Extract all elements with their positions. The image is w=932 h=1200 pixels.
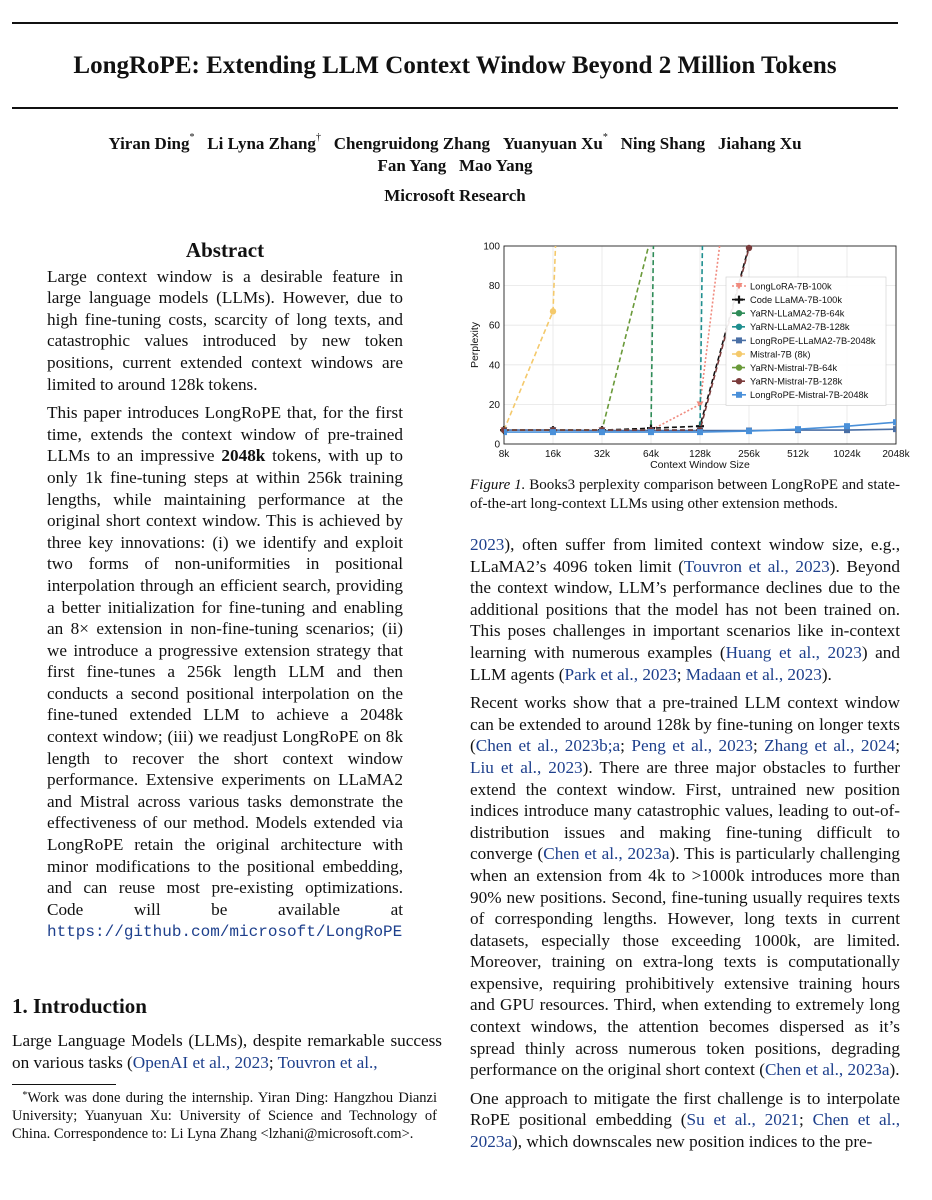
- intro-text: Large Language Models (LLMs), despite remarkable success on various tasks (: [12, 1031, 442, 1072]
- x-tick-label: 64k: [642, 449, 660, 460]
- introduction-paragraph: [12, 1030, 442, 1073]
- intro-paragraph-interpolation: [470, 1088, 900, 1153]
- data-point: [648, 429, 654, 435]
- figure-label: Figure 1.: [470, 477, 526, 493]
- legend-marker: [736, 324, 742, 330]
- x-axis-label: Context Window Size: [650, 459, 750, 471]
- body-text: ;: [752, 736, 765, 756]
- legend-marker: [736, 337, 742, 343]
- author-name: Jiahang Xu: [717, 134, 802, 153]
- intro-paragraph-obstacles: [470, 692, 900, 1081]
- citation-link[interactable]: Touvron et al.,: [277, 1052, 378, 1072]
- y-tick-label: 0: [494, 439, 500, 451]
- series-line: [504, 246, 556, 430]
- legend-marker: [736, 392, 742, 398]
- legend-marker: [736, 351, 742, 357]
- citation-link[interactable]: OpenAI et al., 2023: [132, 1052, 269, 1072]
- citation-link[interactable]: Su et al., 2021: [686, 1110, 799, 1130]
- citation-link[interactable]: Chen et al., 2023a: [543, 844, 670, 864]
- body-text: ).: [889, 1060, 900, 1080]
- series-line: [504, 246, 720, 430]
- y-tick-label: 100: [483, 241, 500, 253]
- citation-link[interactable]: Peng et al., 2023: [631, 736, 753, 756]
- legend-marker: [736, 378, 742, 384]
- citation-link[interactable]: 2023: [470, 535, 505, 554]
- author-mark: †: [315, 132, 321, 143]
- citation-link[interactable]: Liu et al., 2023: [470, 757, 583, 777]
- footnote-mark: *: [22, 1090, 28, 1101]
- body-text: ;: [799, 1110, 813, 1130]
- y-axis-label: Perplexity: [469, 321, 481, 369]
- series-line: [504, 246, 702, 430]
- citation-link[interactable]: Touvron et al., 2023: [683, 556, 830, 576]
- data-point: [599, 429, 605, 435]
- code-url-link[interactable]: https://github.com/microsoft/LongRoPE: [47, 923, 403, 942]
- x-tick-label: 1024k: [833, 449, 861, 460]
- x-tick-label: 2048k: [882, 449, 910, 460]
- author-name: Chengruidong Zhang: [333, 134, 491, 153]
- x-tick-label: 8k: [498, 449, 510, 460]
- abstract-paragraph-1: Large context window is a desirable feature in large language models (LLMs). However, due to high fine-tuning costs, scarcity of long texts, and catastrophic values introduced by new token positions, current extended context windows are limited to around 128k tokens.: [47, 266, 403, 394]
- body-text: ;: [895, 736, 901, 756]
- body-text: ;: [620, 736, 632, 756]
- author-name: Ning Shang: [620, 134, 706, 153]
- body-text: ), which downscales new position indices to the pre-: [512, 1132, 873, 1152]
- title-bottom-rule: [12, 107, 898, 109]
- y-tick-label: 60: [488, 320, 500, 332]
- x-tick-label: 32k: [593, 449, 611, 460]
- citation-link[interactable]: Chen et al., 2023b;a: [475, 736, 621, 756]
- paper-title: LongRoPE: Extending LLM Context Window Beyond 2 Million Tokens: [73, 52, 837, 79]
- author-list-line-2: [0, 156, 910, 176]
- data-point: [550, 429, 556, 435]
- legend-label: LongLoRA-7B-100k: [750, 281, 832, 292]
- citation-link[interactable]: Park et al., 2023: [564, 664, 677, 684]
- series-line: [504, 246, 653, 430]
- affiliation: Microsoft Research: [384, 186, 526, 205]
- data-point: [795, 426, 801, 432]
- data-point: [550, 308, 556, 314]
- author-list-line-1: [0, 134, 910, 154]
- body-text: ). There are three major obstacles to further extend the context window. First, untrained new position indices introduce many catastrophic values, leading to out-of-distribution issues and making fine-tuning difficult to converge (: [470, 757, 900, 864]
- top-rule: [12, 22, 898, 24]
- author-mark: *: [189, 132, 195, 143]
- author-name: Fan Yang: [377, 156, 447, 175]
- citation-link[interactable]: Chen et al., 2023a: [470, 1110, 900, 1152]
- data-point: [844, 423, 850, 429]
- legend-label: LongRoPE-Mistral-7B-2048k: [750, 390, 869, 401]
- data-point: [746, 428, 752, 434]
- abstract-text: This paper introduces LongRoPE that, for the first time, extends the context window of pre-trained LLMs to an impressive: [47, 403, 403, 466]
- x-tick-label: 128k: [689, 449, 711, 460]
- x-tick-label: 16k: [544, 449, 562, 460]
- perplexity-chart: [468, 238, 910, 478]
- citation-link[interactable]: Madaan et al., 2023: [685, 664, 822, 684]
- abstract-section: [47, 240, 403, 951]
- abstract-paragraph-2: [47, 402, 403, 944]
- abstract-text: tokens, with up to only 1k fine-tuning steps at within 256k training lengths, while maintaining performance at the original short context window. This is achieved by three key innovations: (i) we identify and exploit two forms of non-uniformities in positional interpolation through an efficient search, providing a better initialization for fine-tuning and enabling an 8× extension in non-fine-tuning scenarios; (ii) we introduce a progressive extension strategy that first fine-tunes a 256k length LLM and then conducts a second positional interpolation on the fine-tuned extended LLM to achieve a 2048k context window; (iii) we readjust LongRoPE on 8k length to recover the short context window performance. Extensive experiments on LLaMA2 and Mistral across various tasks demonstrate the effectiveness of our method. Models extended via LongRoPE retain the original architecture with minor modifications to the positional embedding, and can reuse most pre-existing optimizations. Code will be available at: [47, 446, 403, 919]
- legend-label: LongRoPE-LLaMA2-7B-2048k: [750, 335, 876, 346]
- figure-caption: [470, 476, 900, 514]
- footnote-rule: [12, 1084, 116, 1085]
- abstract-heading: Abstract: [185, 238, 265, 262]
- series-line: [504, 246, 649, 430]
- legend-marker: [736, 310, 742, 316]
- data-point: [697, 429, 703, 435]
- legend-marker: [736, 364, 742, 370]
- legend-label: Code LLaMA-7B-100k: [750, 295, 842, 305]
- body-text: ) and LLM agents (: [470, 642, 900, 684]
- author-name: Li Lyna Zhang: [207, 134, 316, 153]
- legend-label: YaRN-Mistral-7B-128k: [750, 376, 843, 387]
- footnote: [12, 1089, 437, 1143]
- abstract-bold-2048k: 2048k: [221, 446, 266, 466]
- data-point: [746, 245, 752, 251]
- legend-label: YaRN-LLaMA2-7B-64k: [750, 308, 845, 319]
- y-tick-label: 40: [488, 360, 500, 372]
- x-tick-label: 256k: [738, 449, 760, 460]
- author-name: Mao Yang: [459, 156, 533, 175]
- introduction-heading: 1. Introduction: [12, 994, 147, 1018]
- intro-text: ;: [268, 1052, 278, 1072]
- introduction-right-column: [470, 534, 900, 1160]
- legend-label: YaRN-Mistral-7B-64k: [750, 363, 838, 373]
- body-text: ;: [676, 664, 686, 684]
- body-text: ), often suffer from limited context window size, e.g., LLaMA2’s 4096 token limit (: [470, 535, 900, 576]
- figure-caption-text: Books3 perplexity comparison between LongRoPE and state-of-the-art long-context LLMs using other extension methods.: [470, 477, 900, 512]
- citation-link[interactable]: Huang et al., 2023: [725, 642, 862, 662]
- author-name: Yuanyuan Xu: [502, 134, 603, 153]
- body-text: ).: [821, 664, 832, 684]
- data-point: [893, 426, 899, 432]
- author-name: Yiran Ding: [108, 134, 190, 153]
- y-tick-label: 80: [488, 281, 500, 293]
- legend-label: YaRN-LLaMA2-7B-128k: [750, 322, 850, 333]
- y-tick-label: 20: [488, 399, 500, 411]
- footnote-text: Work was done during the internship. Yiran Ding: Hangzhou Dianzi University; Yuanyuan Xu: University of Science and Technology of China. Correspondence to: Li Lyna Zhang <lzhani@microsoft.com>.: [12, 1090, 438, 1142]
- body-text: ). Beyond the context window, LLM’s performance declines due to the additional positions that the model has not been trained on. This poses challenges in important scenarios like in-context learning with numerous examples (: [470, 556, 900, 662]
- series-line: [504, 246, 749, 430]
- x-tick-label: 512k: [787, 449, 809, 460]
- author-mark: *: [602, 132, 608, 143]
- legend-label: Mistral-7B (8k): [750, 349, 811, 360]
- body-text: ). This is particularly challenging when an extension from 4k to >1000k introduces more than 90% new positions. Second, fine-tuning usually requires texts of corresponding lengths. However, long texts in current datasets, especially those exceeding 1000k, are limited. Moreover, training on extra-long texts is computationally expensive, requiring prohibitively extensive training hours and GPU resources. Third, when extending to extremely long context windows, the attention becomes dispersed as it’s spread thinly across numerous token positions, degrading performance on the original short context (: [470, 844, 900, 1080]
- citation-link[interactable]: Zhang et al., 2024: [764, 736, 896, 756]
- intro-paragraph-continued: [470, 534, 900, 685]
- body-text: One approach to mitigate the first challenge is to interpolate RoPE positional embedding (: [470, 1088, 900, 1130]
- body-text: Recent works show that a pre-trained LLM context window can be extended to around 128k by fine-tuning on longer texts (: [470, 693, 900, 756]
- citation-link[interactable]: Chen et al., 2023a: [764, 1060, 890, 1080]
- data-point: [893, 419, 899, 425]
